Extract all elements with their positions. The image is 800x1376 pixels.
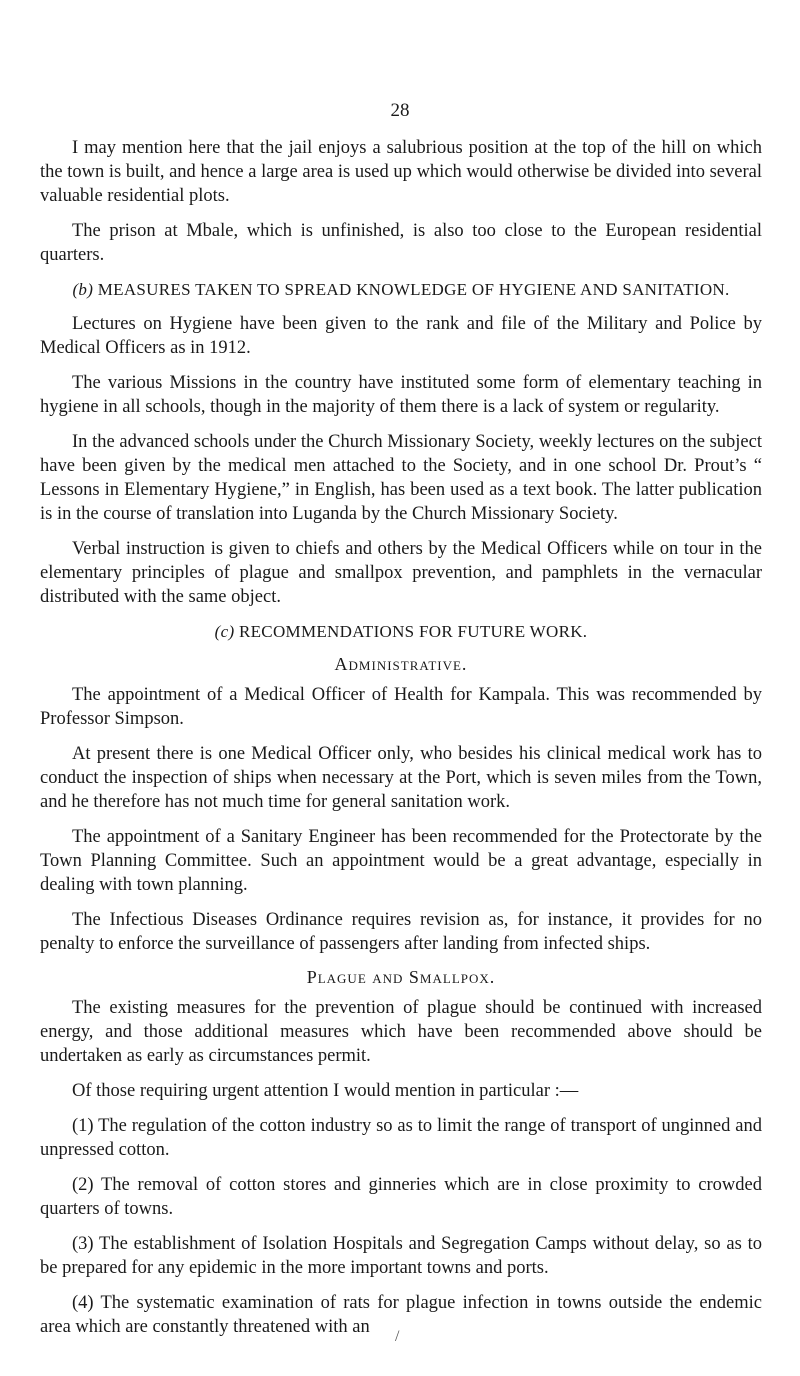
paragraph: The existing measures for the prevention of plague should be continued with increased energy, and those additional measures which have been recommended above should be undertaken as early as circumstances permit. xyxy=(40,998,762,1066)
paragraph: The appointment of a Medical Officer of Health for Kampala. This was recommended by Professor Simpson. xyxy=(40,685,762,729)
paragraph: The prison at Mbale, which is unfinished, is also too close to the European residential quarters. xyxy=(40,221,762,265)
list-item: (4) The systematic examination of rats for plague infection in towns outside the endemic area which are constantly threatened with an xyxy=(40,1293,762,1337)
page-number: 28 xyxy=(390,100,410,121)
section-heading-c xyxy=(70,620,732,644)
stray-mark: / xyxy=(395,1328,400,1345)
section-marker: (b) xyxy=(72,280,94,299)
paragraph: Lectures on Hygiene have been given to the rank and file of the Military and Police by Medical Officers as in 1912. xyxy=(40,314,762,358)
paragraph: I may mention here that the jail enjoys a salubrious position at the top of the hill on which the town is built, and hence a large area is used up which would otherwise be divided into several valuable residential plots. xyxy=(40,138,762,206)
list-item: (3) The establishment of Isolation Hospitals and Segregation Camps without delay, so as to be prepared for any epidemic in the more important towns and ports. xyxy=(40,1234,762,1278)
subheading-administrative: Administrative. xyxy=(334,654,468,674)
page-content xyxy=(40,136,762,1339)
paragraph: At present there is one Medical Officer only, who besides his clinical medical work has to conduct the inspection of ships when necessary at the Port, which is seven miles from the Town, and he therefore has not much time for general sanitation work. xyxy=(40,744,762,812)
list-item: (1) The regulation of the cotton industry so as to limit the range of transport of unginned and unpressed cotton. xyxy=(40,1116,762,1160)
section-title: MEASURES TAKEN TO SPREAD KNOWLEDGE OF HYGIENE AND SANITATION. xyxy=(97,280,730,299)
paragraph: Verbal instruction is given to chiefs and others by the Medical Officers while on tour in the elementary principles of plague and smallpox prevention, and pamphlets in the vernacular distributed with the same object. xyxy=(40,539,762,607)
section-marker: (c) xyxy=(214,622,235,641)
section-heading-b xyxy=(70,278,732,302)
paragraph: The various Missions in the country have instituted some form of elementary teaching in hygiene in all schools, though in the majority of them there is a lack of system or regularity. xyxy=(40,373,762,417)
paragraph: The appointment of a Sanitary Engineer has been recommended for the Protectorate by the Town Planning Committee. Such an appointment would be a great advantage, especially in dealing with town planning. xyxy=(40,827,762,895)
paragraph: Of those requiring urgent attention I would mention in particular :— xyxy=(72,1081,579,1101)
paragraph: The Infectious Diseases Ordinance requires revision as, for instance, it provides for no penalty to enforce the surveillance of passengers after landing from infected ships. xyxy=(40,910,762,954)
list-item: (2) The removal of cotton stores and ginneries which are in close proximity to crowded quarters of towns. xyxy=(40,1175,762,1219)
subheading-plague: Plague and Smallpox. xyxy=(306,967,496,987)
section-title: RECOMMENDATIONS FOR FUTURE WORK. xyxy=(238,622,588,641)
paragraph: In the advanced schools under the Church Missionary Society, weekly lectures on the subject have been given by the medical men attached to the Society, and in one school Dr. Prout’s “ Lessons in Elementary Hygiene,” in English, has been used as a text book. The latter publication is in the course of translation into Luganda by the Church Missionary Society. xyxy=(40,432,762,524)
